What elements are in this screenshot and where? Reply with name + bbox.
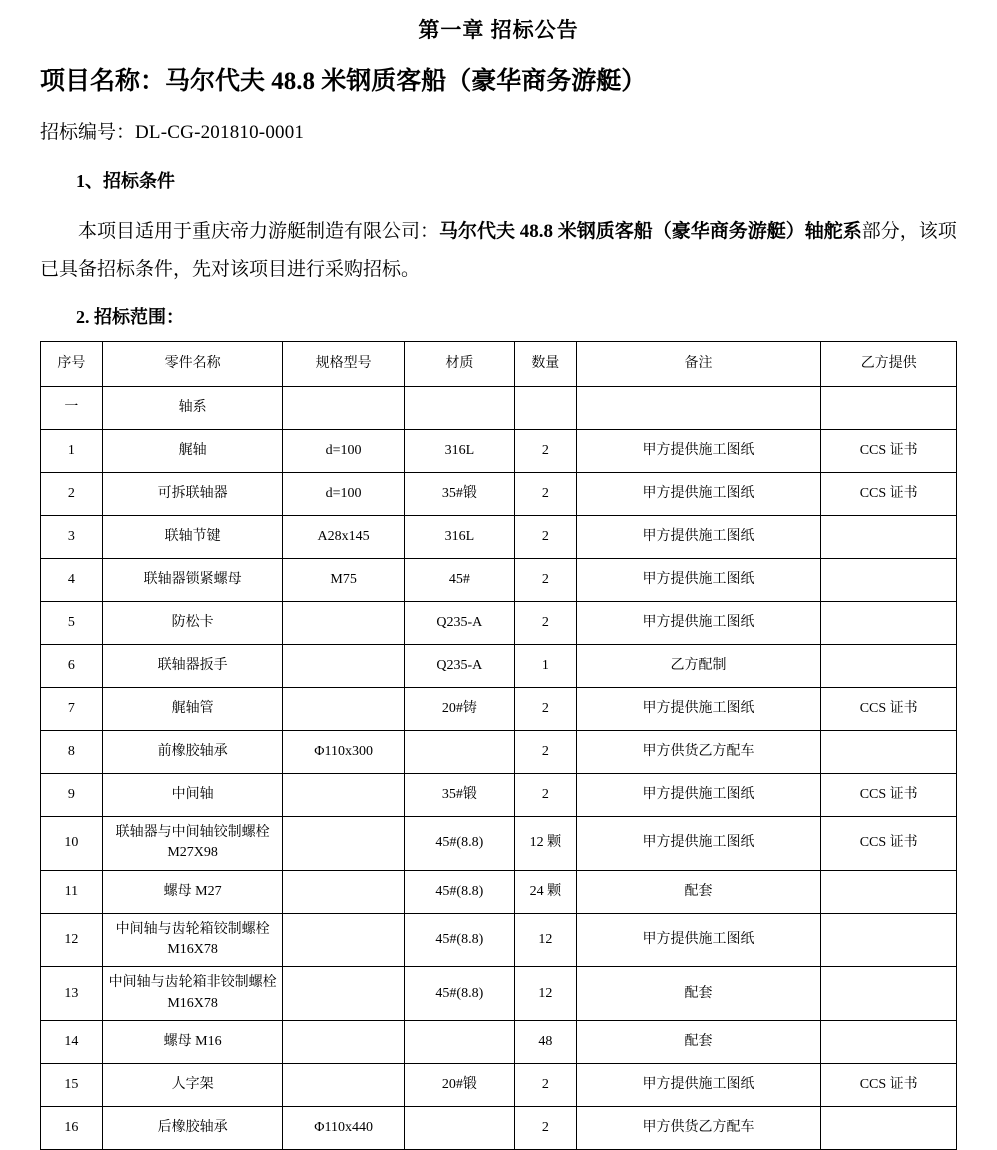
table-cell: 45#(8.8) xyxy=(404,967,514,1021)
table-cell xyxy=(821,913,957,967)
paragraph-project-strong: 马尔代夫 48.8 米钢质客船（豪华商务游艇） xyxy=(439,221,805,243)
table-cell: 2 xyxy=(514,430,576,473)
table-cell: 甲方提供施工图纸 xyxy=(576,473,821,516)
table-row xyxy=(41,1063,957,1106)
table-cell: 甲方提供施工图纸 xyxy=(576,1063,821,1106)
table-cell: 16 xyxy=(41,1106,103,1149)
table-cell xyxy=(283,913,404,967)
table-cell: 6 xyxy=(41,645,103,688)
table-cell: 2 xyxy=(41,473,103,516)
table-header xyxy=(41,342,957,387)
table-cell: 2 xyxy=(514,602,576,645)
table-cell: 12 颗 xyxy=(514,817,576,871)
table-cell: 甲方提供施工图纸 xyxy=(576,817,821,871)
table-cell: 一 xyxy=(41,387,103,430)
table-cell xyxy=(283,602,404,645)
table-cell: 甲方提供施工图纸 xyxy=(576,602,821,645)
table-cell xyxy=(404,387,514,430)
table-cell xyxy=(404,1020,514,1063)
table-cell xyxy=(283,870,404,913)
table-cell: 45#(8.8) xyxy=(404,870,514,913)
table-cell xyxy=(576,387,821,430)
table-row xyxy=(41,559,957,602)
table-cell: 15 xyxy=(41,1063,103,1106)
table-cell: 1 xyxy=(514,645,576,688)
table-row xyxy=(41,1106,957,1149)
table-cell: 9 xyxy=(41,774,103,817)
paragraph-scope-strong: 轴舵系 xyxy=(804,221,862,243)
table-row xyxy=(41,870,957,913)
table-header-cell: 材质 xyxy=(404,342,514,387)
table-cell xyxy=(404,731,514,774)
table-cell xyxy=(283,387,404,430)
table-row xyxy=(41,387,957,430)
table-cell: 艉轴 xyxy=(102,430,283,473)
table-cell xyxy=(821,967,957,1021)
table-row xyxy=(41,516,957,559)
table-cell: 联轴器扳手 xyxy=(102,645,283,688)
table-row xyxy=(41,688,957,731)
table-cell: 甲方供货乙方配车 xyxy=(576,731,821,774)
table-cell: 配套 xyxy=(576,1020,821,1063)
table-cell xyxy=(821,387,957,430)
table-cell xyxy=(821,870,957,913)
table-cell: 4 xyxy=(41,559,103,602)
table-cell: 2 xyxy=(514,688,576,731)
table-cell xyxy=(821,645,957,688)
table-header-cell: 备注 xyxy=(576,342,821,387)
paragraph-tail: 部分，该项已具备招标条件，先对该项目进行采购招标。 xyxy=(40,221,957,281)
table-cell: 人字架 xyxy=(102,1063,283,1106)
table-cell: 13 xyxy=(41,967,103,1021)
table-cell xyxy=(283,1020,404,1063)
table-cell: 螺母 M27 xyxy=(102,870,283,913)
table-cell: 配套 xyxy=(576,967,821,1021)
table-cell: 可拆联轴器 xyxy=(102,473,283,516)
table-cell: 20#锻 xyxy=(404,1063,514,1106)
table-cell: 甲方提供施工图纸 xyxy=(576,516,821,559)
table-cell: 45# xyxy=(404,559,514,602)
table-cell: 乙方配制 xyxy=(576,645,821,688)
table-cell: 45#(8.8) xyxy=(404,913,514,967)
table-header-cell: 规格型号 xyxy=(283,342,404,387)
table-cell: 45#(8.8) xyxy=(404,817,514,871)
table-cell: Φ110x440 xyxy=(283,1106,404,1149)
table-cell: CCS 证书 xyxy=(821,817,957,871)
table-row xyxy=(41,473,957,516)
bid-conditions-paragraph xyxy=(40,213,957,289)
table-cell: 35#锻 xyxy=(404,774,514,817)
table-cell: 中间轴与齿轮箱铰制螺栓 M16X78 xyxy=(102,913,283,967)
table-row xyxy=(41,731,957,774)
table-cell: 甲方提供施工图纸 xyxy=(576,559,821,602)
table-cell: 前橡胶轴承 xyxy=(102,731,283,774)
table-cell: 2 xyxy=(514,1106,576,1149)
table-cell: 48 xyxy=(514,1020,576,1063)
table-cell xyxy=(283,967,404,1021)
table-cell: 联轴器锁紧螺母 xyxy=(102,559,283,602)
table-cell: 14 xyxy=(41,1020,103,1063)
table-cell xyxy=(404,1106,514,1149)
table-cell: 2 xyxy=(514,559,576,602)
table-row xyxy=(41,430,957,473)
table-cell: 2 xyxy=(514,516,576,559)
table-row xyxy=(41,913,957,967)
table-cell: 2 xyxy=(514,774,576,817)
table-row xyxy=(41,1020,957,1063)
table-row xyxy=(41,645,957,688)
table-cell xyxy=(821,602,957,645)
table-cell: 20#铸 xyxy=(404,688,514,731)
table-cell xyxy=(283,645,404,688)
table-cell: 防松卡 xyxy=(102,602,283,645)
table-cell: 2 xyxy=(514,473,576,516)
table-cell: 中间轴与齿轮箱非铰制螺栓 M16X78 xyxy=(102,967,283,1021)
bid-number-value: DL-CG-201810-0001 xyxy=(135,121,305,143)
table-cell: 艉轴管 xyxy=(102,688,283,731)
table-cell xyxy=(821,1106,957,1149)
table-cell: 12 xyxy=(514,967,576,1021)
table-cell: CCS 证书 xyxy=(821,774,957,817)
table-cell: 8 xyxy=(41,731,103,774)
table-header-cell: 序号 xyxy=(41,342,103,387)
table-cell: 联轴器与中间轴铰制螺栓 M27X98 xyxy=(102,817,283,871)
table-cell xyxy=(283,688,404,731)
table-cell xyxy=(283,1063,404,1106)
table-cell: 1 xyxy=(41,430,103,473)
table-body xyxy=(41,387,957,1150)
table-cell: 螺母 M16 xyxy=(102,1020,283,1063)
bid-scope-table xyxy=(40,341,957,1150)
table-cell: 316L xyxy=(404,430,514,473)
chapter-title: 第一章 招标公告 xyxy=(418,18,579,42)
table-cell: CCS 证书 xyxy=(821,473,957,516)
table-cell: 甲方提供施工图纸 xyxy=(576,774,821,817)
table-cell xyxy=(514,387,576,430)
table-header-row xyxy=(41,342,957,387)
table-cell: 5 xyxy=(41,602,103,645)
table-row xyxy=(41,967,957,1021)
table-cell: 12 xyxy=(514,913,576,967)
table-cell: Φ110x300 xyxy=(283,731,404,774)
table-cell xyxy=(821,559,957,602)
table-cell: CCS 证书 xyxy=(821,688,957,731)
table-cell: CCS 证书 xyxy=(821,1063,957,1106)
table-row xyxy=(41,774,957,817)
table-cell: Q235-A xyxy=(404,645,514,688)
table-cell: 24 颗 xyxy=(514,870,576,913)
table-cell: 2 xyxy=(514,1063,576,1106)
table-header-cell: 乙方提供 xyxy=(821,342,957,387)
table-cell: 轴系 xyxy=(102,387,283,430)
table-header-cell: 数量 xyxy=(514,342,576,387)
table-cell xyxy=(821,1020,957,1063)
table-cell: 2 xyxy=(514,731,576,774)
table-cell xyxy=(283,817,404,871)
table-cell: Q235-A xyxy=(404,602,514,645)
table-cell: 316L xyxy=(404,516,514,559)
project-name-value: 马尔代夫 48.8 米钢质客船（豪华商务游艇） xyxy=(165,68,647,95)
table-cell: 后橡胶轴承 xyxy=(102,1106,283,1149)
table-cell: d=100 xyxy=(283,430,404,473)
section-heading-bid-conditions: 1、招标条件 xyxy=(76,171,175,192)
table-cell: 配套 xyxy=(576,870,821,913)
bid-number-label: 招标编号： xyxy=(40,121,136,143)
table-cell xyxy=(821,731,957,774)
table-cell xyxy=(283,774,404,817)
paragraph-lead: 本项目适用于重庆帝力游艇制造有限公司： xyxy=(78,221,440,243)
table-cell: A28x145 xyxy=(283,516,404,559)
table-cell: M75 xyxy=(283,559,404,602)
table-cell: 甲方提供施工图纸 xyxy=(576,913,821,967)
table-cell: 3 xyxy=(41,516,103,559)
table-header-cell: 零件名称 xyxy=(102,342,283,387)
table-cell: 10 xyxy=(41,817,103,871)
table-cell: 甲方提供施工图纸 xyxy=(576,430,821,473)
table-cell: 12 xyxy=(41,913,103,967)
table-row xyxy=(41,817,957,871)
project-name-line xyxy=(40,66,957,99)
table-cell: CCS 证书 xyxy=(821,430,957,473)
table-cell: d=100 xyxy=(283,473,404,516)
table-cell xyxy=(821,516,957,559)
table-cell: 中间轴 xyxy=(102,774,283,817)
section-heading-bid-scope: 2. 招标范围： xyxy=(76,307,184,328)
table-cell: 联轴节键 xyxy=(102,516,283,559)
table-cell: 7 xyxy=(41,688,103,731)
table-cell: 11 xyxy=(41,870,103,913)
table-row xyxy=(41,602,957,645)
table-cell: 35#锻 xyxy=(404,473,514,516)
bid-number-line xyxy=(40,121,957,146)
project-name-label: 项目名称： xyxy=(40,68,166,95)
table-cell: 甲方供货乙方配车 xyxy=(576,1106,821,1149)
table-cell: 甲方提供施工图纸 xyxy=(576,688,821,731)
